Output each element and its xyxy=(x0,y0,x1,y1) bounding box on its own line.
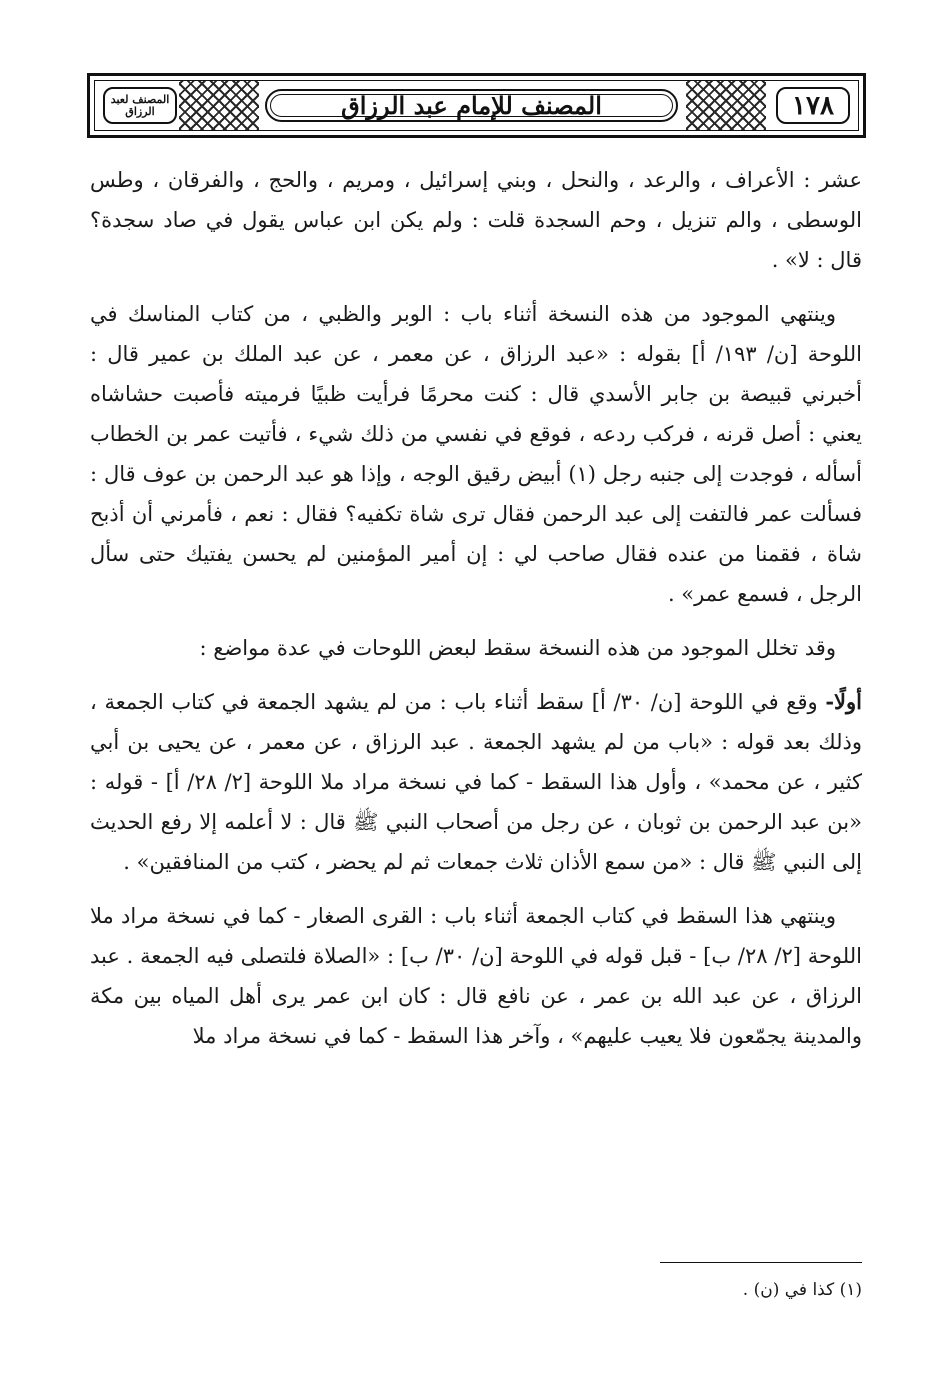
header-inner-frame xyxy=(94,80,859,131)
main-text xyxy=(90,160,862,1070)
paragraph-3 xyxy=(90,628,862,668)
footnote-1: (١) كذا في (ن) . xyxy=(742,1280,862,1300)
paragraph-text: عشر : الأعراف ، والرعد ، والنحل ، وبني إسرائيل ، ومريم ، والحج ، والفرقان ، وطس الوسطى ، والم تنزيل ، وحم السجدة قلت : ولم يكن ابن عباس يقول في صاد سجدة؟ قال : لا» . xyxy=(90,168,862,272)
paragraph-text: وقع في اللوحة [ن/ ٣٠/ أ] سقط أثناء باب : من لم يشهد الجمعة في كتاب الجمعة ، وذلك بعد قوله : «باب من لم يشهد الجمعة . عبد الرزاق ، عن معمر ، عن يحيى بن أبي كثير ، عن محمد» ، وأول هذا السقط - كما في نسخة مراد ملا اللوحة [٢/ ٢٨/ أ] - قوله : «بن عبد الرحمن بن ثوبان ، عن رجل من أصحاب النبي ﷺ قال : لا أعلمه إلا رفع الحديث إلى النبي ﷺ قال : «من سمع الأذان ثلاث جمعات ثم لم يحضر ، كتب من المنافقين» . xyxy=(90,690,862,874)
paragraph-4 xyxy=(90,682,862,882)
paragraph-1 xyxy=(90,160,862,280)
paragraph-text: وينتهي الموجود من هذه النسخة أثناء باب : الوبر والظبي ، من كتاب المناسك في اللوحة [ن/ ١٩٣/ أ] بقوله : «عبد الرزاق ، عن معمر ، عن عبد الملك بن عمير قال : أخبرني قبيصة بن جابر الأسدي قال : كنت محرمًا فرأيت ظبيًا فرميته فأصبت حشاشاه يعني : أصل قرنه ، فركب ردعه ، فوقع في نفسي من ذلك شيء ، فأتيت عمر بن الخطاب أسأله ، فوجدت إلى جنبه رجل (١) أبيض رقيق الوجه ، وإذا هو عبد الرحمن بن عوف قال : فسألت عمر فالتفت إلى عبد الرحمن فقال ترى شاة تكفيه؟ فقال : نعم ، فأمرني أن أذبح شاة ، فقمنا من عنده فقال صاحب لي : إن أمير المؤمنين لم يحسن يفتيك حتى سأل الرجل ، فسمع عمر» . xyxy=(90,302,862,606)
seal-cartouche xyxy=(103,87,177,124)
page-header xyxy=(87,73,866,138)
paragraph-lead: أولًا- xyxy=(825,689,862,714)
paragraph-2 xyxy=(90,294,862,614)
page-number-cartouche xyxy=(776,87,850,124)
footnote-divider xyxy=(660,1262,862,1263)
ornament-left-icon xyxy=(179,81,259,130)
paragraph-text: وينتهي هذا السقط في كتاب الجمعة أثناء باب : القرى الصغار - كما في نسخة مراد ملا اللوحة [٢/ ٢٨/ ب] - قبل قوله في اللوحة [ن/ ٣٠/ ب] : «الصلاة فلتصلى فيه الجمعة . عبد الرزاق ، عن عبد الله بن عمر ، عن نافع قال : كان ابن عمر يرى أهل المياه بين مكة والمدينة يجمّعون فلا يعيب عليهم» ، وآخر هذا السقط - كما في نسخة مراد ملا xyxy=(90,904,862,1048)
running-title: المصنف للإمام عبد الرزاق xyxy=(341,91,602,120)
paragraph-5 xyxy=(90,896,862,1056)
seal-text: المصنف لعبد الرزاق xyxy=(110,92,170,118)
title-cartouche xyxy=(265,89,678,122)
page-number: ١٧٨ xyxy=(792,90,834,121)
paragraph-text: وقد تخلل الموجود من هذه النسخة سقط لبعض اللوحات في عدة مواضع : xyxy=(199,636,836,660)
ornament-right-icon xyxy=(686,81,766,130)
